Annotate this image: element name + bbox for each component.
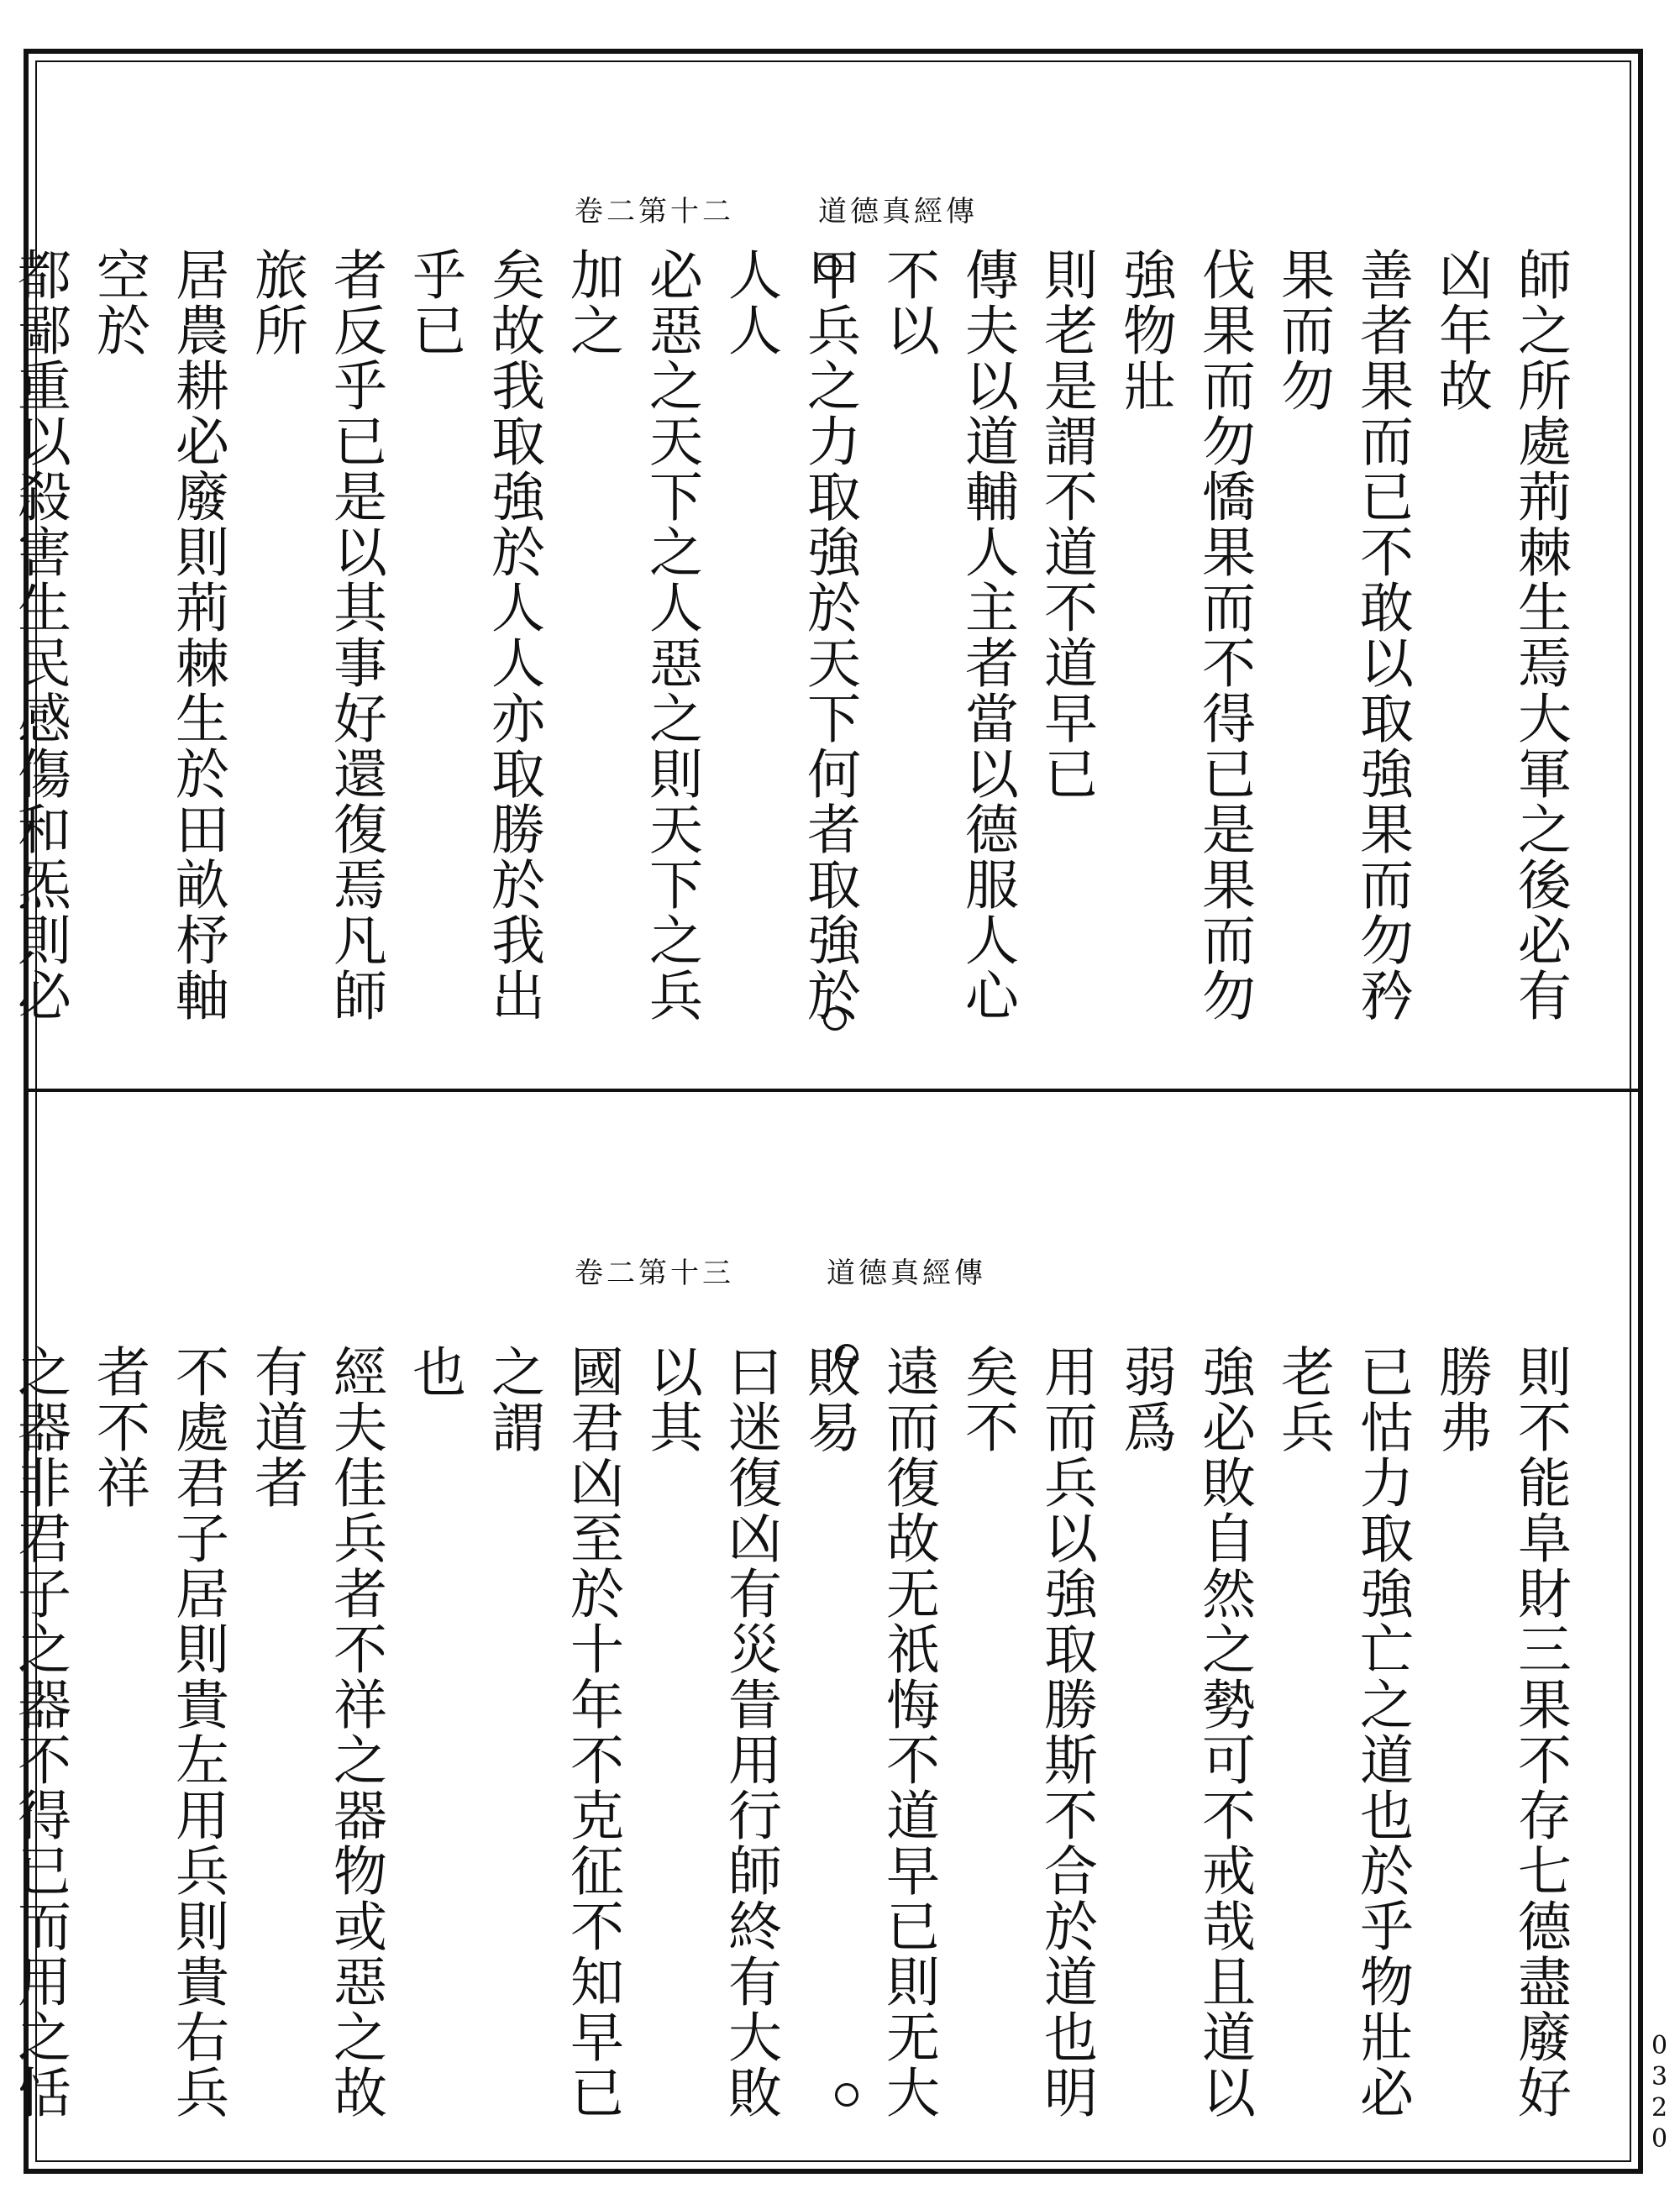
text-column: 國君凶至於十年不克征不知早已之謂 <box>482 1344 623 2120</box>
text-column: 不處君子居則貴左用兵則貴右兵者不祥 <box>87 1344 228 2120</box>
text-column: 則老是謂不道不道早已 <box>1035 247 1097 801</box>
bottom-running-head-title: 道德真經傳 <box>827 1257 986 1290</box>
bottom-page <box>8 1092 1638 2159</box>
text-column: 居農耕必廢則荊棘生於田畝杼軸空於 <box>87 247 228 1023</box>
text-column: 都鄙重以殺害生民感傷和炁則必 <box>8 247 71 1023</box>
text-column: 已怙力取強亡之道也於乎物壯必老兵 <box>1272 1344 1413 2120</box>
page-number: 0320 <box>1645 2031 1674 2155</box>
text-column: 遠而復故无祇悔不道早已則无大敗易 <box>798 1344 939 2120</box>
text-column: 之器非君子之器不得已而用之恬 <box>8 1344 71 2120</box>
text-column: 甲兵之力取強於天下何者取強於人人 <box>719 247 860 1023</box>
text-column: 經夫佳兵者不祥之器物或惡之故有道者 <box>245 1344 386 2120</box>
text-column: 用而兵以強取勝斯不合於道也明矣不 <box>956 1344 1097 2120</box>
page-frame <box>8 49 1643 2174</box>
text-column: 傳夫以道輔人主者當以德服人心不以 <box>877 247 1018 1023</box>
top-text-block <box>0 247 1579 1053</box>
text-column: 強必敗自然之勢可不戒哉且道以弱爲 <box>1114 1344 1255 2120</box>
bottom-text-block <box>0 1344 1579 2125</box>
text-column: 曰迷復凶有災眚用行師終有大敗以其 <box>640 1344 781 2120</box>
text-column: 也 <box>403 1344 465 1399</box>
text-column: 善者果而已不敢以取強果而勿矜果而勿 <box>1272 247 1413 1023</box>
text-column: 必惡之天下之人惡之則天下之兵加之 <box>561 247 702 1023</box>
text-column: 師之所處荊棘生焉大軍之後必有凶年故 <box>1430 247 1571 1023</box>
top-running-head-chapter: 卷二第十二 <box>575 195 734 228</box>
text-column: 則不能阜財三果不存七德盡廢好勝弗 <box>1430 1344 1571 2120</box>
text-column: 伐果而勿憍果而不得已是果而勿強物壯 <box>1114 247 1255 1023</box>
bottom-running-head-chapter: 卷二第十三 <box>575 1257 734 1290</box>
top-running-head-title: 道德真經傳 <box>818 195 978 228</box>
text-column: 者反乎已是以其事好還復焉凡師旅所 <box>245 247 386 1023</box>
text-column: 矣故我取強於人人亦取勝於我出乎已 <box>403 247 544 1023</box>
top-page <box>8 54 1638 1089</box>
